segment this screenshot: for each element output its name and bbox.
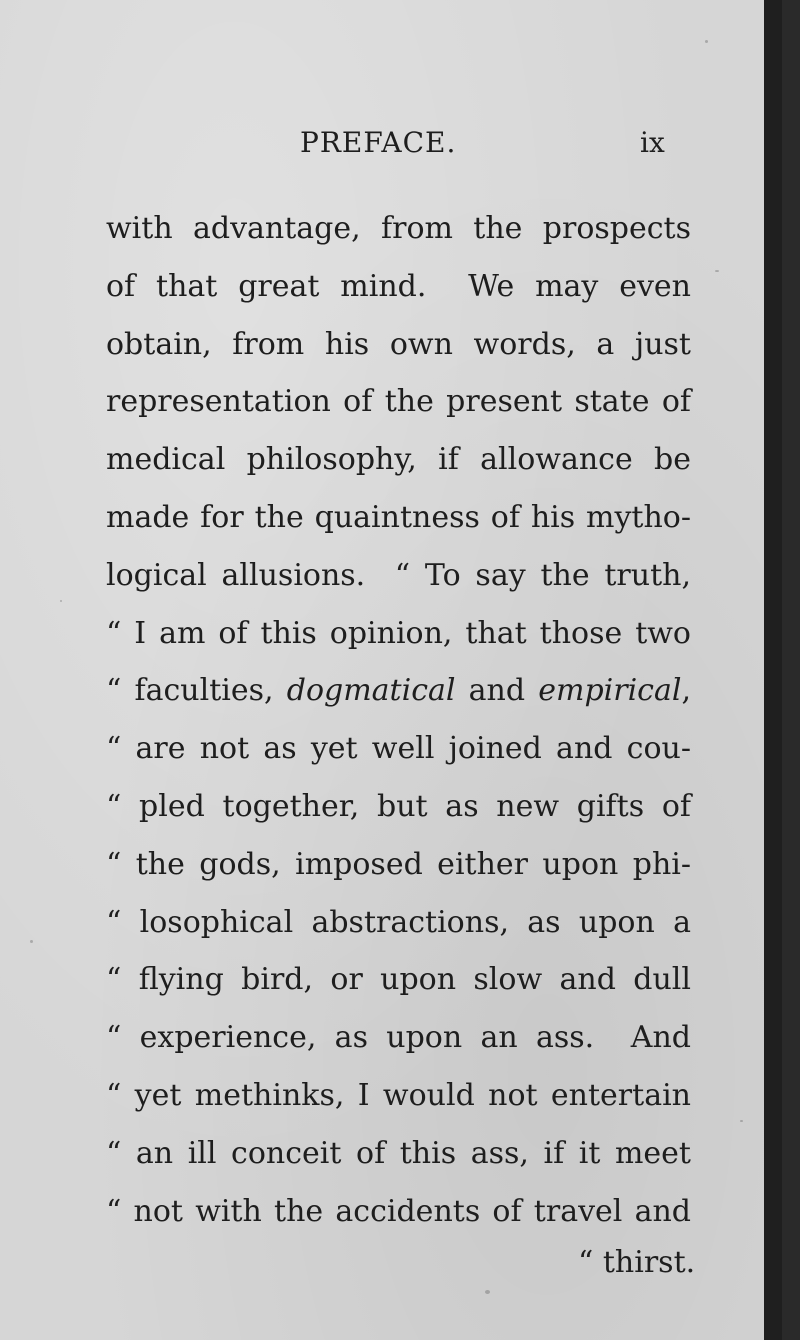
catchword: “ thirst.	[578, 1245, 696, 1280]
text-line: “ are not as yet well joined and cou-	[106, 731, 691, 767]
italic-term: dogmatical	[286, 673, 456, 709]
text-line: medical philosophy, if allowance be	[106, 442, 691, 478]
text-line: “ an ill conceit of this ass, if it meet	[106, 1135, 691, 1171]
text-line: made for the quaintness of his mytho-	[106, 499, 691, 535]
paper-speck	[715, 270, 719, 272]
text-line: “ not with the accidents of travel and	[106, 1193, 691, 1229]
text-line: with advantage, from the prospects	[106, 211, 691, 246]
paper-speck	[705, 40, 708, 43]
text-line: “ yet methinks, I would not entertain	[106, 1077, 691, 1113]
italic-term: empirical	[538, 673, 682, 709]
paper-speck	[60, 600, 62, 602]
text-line: representation of the present state of	[106, 384, 691, 420]
text-line: “ pled together, but as new gifts of	[106, 788, 691, 824]
text-line: “ I am of this opinion, that those two	[106, 615, 691, 651]
text-line: “ experience, as upon an ass. And	[106, 1020, 691, 1056]
text-line: obtain, from his own words, a just	[106, 326, 691, 362]
text-line: “ the gods, imposed either upon phi-	[106, 846, 691, 882]
page-edge-shadow	[764, 0, 782, 1340]
body-text	[106, 206, 691, 1246]
paper-speck	[740, 1120, 743, 1122]
paper-speck	[485, 1290, 490, 1294]
text-line: of that great mind. We may even	[106, 268, 691, 304]
text-line: “ faculties, dogmatical and empirical,	[106, 673, 692, 709]
text-line: logical allusions. “ To say the truth,	[106, 557, 691, 593]
text-line: “ losophical abstractions, as upon a	[106, 904, 691, 940]
paper-speck	[30, 940, 33, 943]
page-number: ix	[640, 126, 665, 159]
running-head: PREFACE.	[300, 126, 457, 159]
text-line: “ flying bird, or upon slow and dull	[106, 962, 691, 998]
